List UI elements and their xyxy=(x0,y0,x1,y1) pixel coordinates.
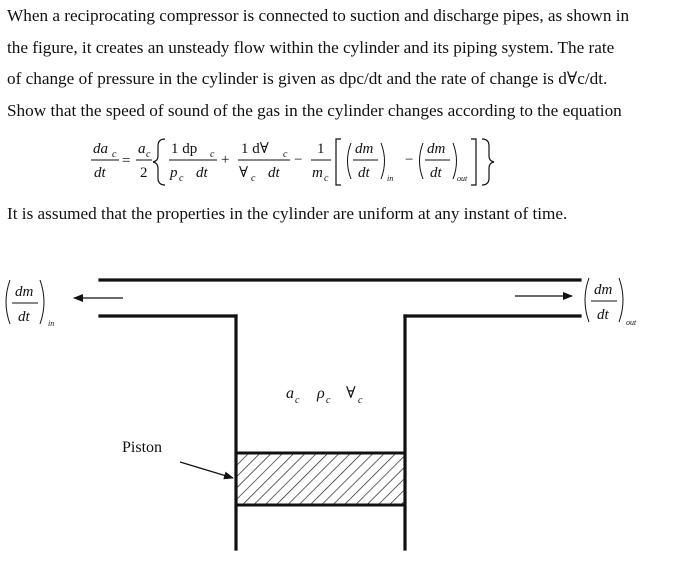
outlet-num: dm xyxy=(594,282,613,298)
assumption-line: It is assumed that the properties in the cylinder are uniform at any instant of time. xyxy=(7,204,568,223)
eq-in-den: dt xyxy=(358,165,370,181)
piston-pointer-arrow xyxy=(180,462,233,478)
eq-t2-den-a: ∀ xyxy=(239,165,249,181)
assumption-text xyxy=(7,198,679,230)
text-line-4: Show that the speed of sound of the gas in the cylinder changes according to the equation xyxy=(7,100,622,120)
prop-a-sub: c xyxy=(295,395,300,406)
eq-t3-den: m xyxy=(312,165,323,181)
cylinder-properties xyxy=(286,385,363,406)
eq-lhs-den: dt xyxy=(94,165,106,181)
problem-statement xyxy=(7,0,679,126)
inlet-den: dt xyxy=(18,309,30,325)
outlet-sub: out xyxy=(626,318,637,327)
eq-coef-num: a xyxy=(138,141,146,157)
eq-t3-den-sub: c xyxy=(324,173,329,184)
eq-t2-num-sub: c xyxy=(283,149,288,160)
speed-of-sound-equation xyxy=(85,131,505,191)
eq-out-sub: out xyxy=(457,174,468,183)
prop-rho-sub: c xyxy=(326,395,331,406)
outlet-den: dt xyxy=(597,307,609,323)
inlet-num: dm xyxy=(15,284,34,300)
eq-t1-num-sub: c xyxy=(210,149,215,160)
eq-minus-2: − xyxy=(405,152,414,168)
prop-vol: ∀ xyxy=(346,385,356,402)
prop-a: a xyxy=(286,385,294,402)
eq-equals: = xyxy=(122,153,131,169)
eq-minus: − xyxy=(294,152,303,168)
eq-t1-den-a: p xyxy=(170,165,178,181)
eq-in-num: dm xyxy=(355,141,374,157)
eq-t1-den-b: dt xyxy=(196,165,208,181)
prop-rho: ρ xyxy=(317,385,325,402)
eq-right-brace xyxy=(482,139,494,185)
eq-out-den: dt xyxy=(430,165,442,181)
compressor-figure xyxy=(0,262,689,574)
eq-left-brace xyxy=(153,139,165,185)
eq-t1-den-a-sub: c xyxy=(179,173,184,184)
eq-in-sub: in xyxy=(387,174,394,183)
eq-t1-num: 1 dp xyxy=(171,141,198,157)
piston-label: Piston xyxy=(122,439,163,456)
inlet-flow-label xyxy=(6,280,54,328)
eq-t2-den-a-sub: c xyxy=(251,173,256,184)
text-line-2: the figure, it creates an unsteady flow within the cylinder and its piping system. The rate xyxy=(7,37,615,57)
text-line-1: When a reciprocating compressor is connected to suction and discharge pipes, as shown in xyxy=(7,6,630,25)
eq-lhs-num: da xyxy=(93,141,108,157)
eq-out-num: dm xyxy=(427,141,446,157)
eq-coef-num-sub: c xyxy=(146,149,151,160)
inlet-sub: in xyxy=(48,319,55,328)
eq-lhs-num-sub: c xyxy=(112,149,117,160)
prop-vol-sub: c xyxy=(358,395,363,406)
eq-t3-num: 1 xyxy=(317,141,325,157)
piston xyxy=(237,453,404,505)
eq-t2-num: 1 d∀ xyxy=(241,141,269,157)
text-line-3: of change of pressure in the cylinder is given as dpc/dt and the rate of change is d∀c/dt. xyxy=(7,69,608,88)
eq-t2-den-b: dt xyxy=(268,165,280,181)
outlet-flow-label xyxy=(585,278,637,327)
eq-plus: + xyxy=(221,152,230,168)
pipe-and-cylinder xyxy=(100,280,580,549)
eq-coef-den: 2 xyxy=(140,165,148,181)
